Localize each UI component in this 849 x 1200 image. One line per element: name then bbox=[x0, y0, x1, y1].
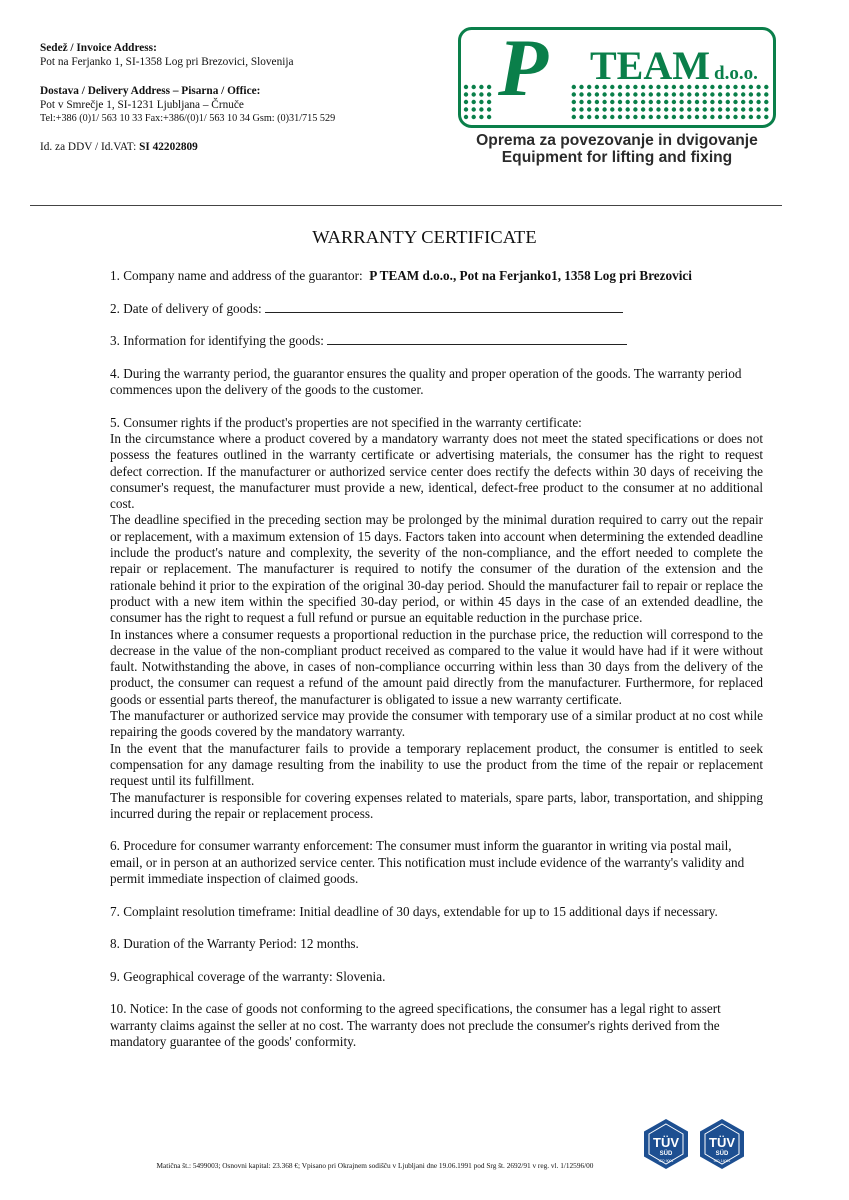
logo-dot bbox=[733, 100, 737, 104]
logo-dot bbox=[749, 100, 753, 104]
logo-dot bbox=[464, 100, 468, 104]
logo-dot bbox=[718, 92, 722, 96]
logo-dot bbox=[633, 100, 637, 104]
section-1-value: P TEAM d.o.o., Pot na Ferjanko1, 1358 Log pri Brezovici bbox=[369, 268, 692, 283]
logo-dot bbox=[749, 107, 753, 111]
section-5-paragraph: In instances where a consumer requests a proportional reduction in the purchase price, the reduction will correspond to the decrease in the value of the non-compliant product received as compared to the value it would have had if it were without fault. Notwithstanding the above, in cases of non-compliance occurring within less than 30 days from the delivery of the product, the consumer can request a refund of the amount paid directly from the manufacturer. Furthermore, for replaced goods or essential parts thereof, the manufacturer is obligated to issue a new warranty certificate. bbox=[110, 626, 763, 707]
logo-dot bbox=[610, 92, 614, 96]
delivery-address-label: Dostava / Delivery Address – Pisarna / Office: bbox=[40, 84, 261, 97]
goods-identification-blank bbox=[327, 333, 627, 345]
logo-dot bbox=[741, 107, 745, 111]
logo-name bbox=[590, 43, 758, 88]
logo-dot bbox=[656, 115, 660, 119]
logo-dot bbox=[695, 107, 699, 111]
logo-dot bbox=[710, 100, 714, 104]
logo-dot bbox=[572, 85, 576, 89]
logo-dot bbox=[672, 100, 676, 104]
logo-dot bbox=[479, 92, 483, 96]
vat-line bbox=[40, 140, 440, 154]
logo-dot bbox=[664, 92, 668, 96]
logo-dot bbox=[649, 115, 653, 119]
logo-dot bbox=[649, 100, 653, 104]
logo-dot bbox=[695, 100, 699, 104]
badge-mark: TÜV bbox=[653, 1135, 679, 1150]
logo-dot bbox=[741, 85, 745, 89]
logo-dot bbox=[472, 107, 476, 111]
logo-dot bbox=[641, 100, 645, 104]
logo-dot bbox=[602, 92, 606, 96]
logo-dot bbox=[587, 92, 591, 96]
logo-dot bbox=[595, 115, 599, 119]
logo-dot bbox=[695, 115, 699, 119]
logo-graphic bbox=[458, 27, 776, 132]
logo-dot bbox=[679, 107, 683, 111]
section-3 bbox=[110, 333, 763, 349]
logo-dot bbox=[703, 115, 707, 119]
section-5-paragraph: The manufacturer or authorized service may provide the consumer with temporary use of a similar product at no cost while repairing the goods covered by the mandatory warranty. bbox=[110, 708, 763, 740]
logo-dot bbox=[703, 107, 707, 111]
delivery-date-blank bbox=[265, 301, 623, 313]
invoice-address: Pot na Ferjanko 1, SI-1358 Log pri Brezovici, Slovenija bbox=[40, 56, 294, 69]
logo-dot bbox=[479, 85, 483, 89]
registration-footer: Matična št.: 5499003; Osnovni kapital: 23.368 €; Vpisano pri Okrajnem sodišču v Ljubljani dne 19.06.1991 pod Srg št. 2692/91 v reg. vl. 1/12596/00 bbox=[156, 1161, 594, 1170]
logo-dot bbox=[595, 92, 599, 96]
logo-dot bbox=[695, 92, 699, 96]
logo-dot bbox=[572, 92, 576, 96]
section-2 bbox=[110, 301, 763, 317]
tuv-iso9001-badge-icon bbox=[640, 1118, 692, 1170]
logo-dot bbox=[756, 92, 760, 96]
logo-dot bbox=[733, 85, 737, 89]
logo-dot bbox=[572, 100, 576, 104]
logo-dot bbox=[687, 92, 691, 96]
logo-dot bbox=[664, 115, 668, 119]
logo-dot bbox=[472, 85, 476, 89]
logo-dot bbox=[672, 115, 676, 119]
badge-code: ISO 9001 bbox=[658, 1159, 674, 1163]
logo-dot bbox=[749, 92, 753, 96]
logo-dot bbox=[649, 107, 653, 111]
logo-dot bbox=[726, 85, 730, 89]
logo-dot bbox=[764, 92, 768, 96]
logo-dot bbox=[579, 85, 583, 89]
section-8: 8. Duration of the Warranty Period: 12 months. bbox=[110, 936, 359, 952]
logo-dot bbox=[718, 85, 722, 89]
logo-dot bbox=[741, 115, 745, 119]
certificate-body bbox=[110, 268, 763, 1067]
logo-dot bbox=[756, 107, 760, 111]
logo-dot bbox=[733, 115, 737, 119]
logo-dot bbox=[479, 115, 483, 119]
tuv-iso14001-badge-icon bbox=[696, 1118, 748, 1170]
logo-dot bbox=[618, 92, 622, 96]
section-10: 10. Notice: In the case of goods not conforming to the agreed specifications, the consumer has a legal right to assert warranty claims against the seller at no cost. The warranty does not preclude the consumer's rights derived from the mandatory guarantee of the goods' conformity. bbox=[110, 1001, 721, 1049]
delivery-address: Pot v Smrečje 1, SI-1231 Ljubljana – Črnuče bbox=[40, 98, 244, 111]
logo-dot bbox=[649, 92, 653, 96]
logo-dot bbox=[479, 100, 483, 104]
logo-dot bbox=[733, 92, 737, 96]
logo-dot bbox=[618, 107, 622, 111]
logo-dot bbox=[587, 100, 591, 104]
section-4: 4. During the warranty period, the guarantor ensures the quality and proper operation of the goods. The warranty period commences upon the delivery of the goods to the customer. bbox=[110, 365, 742, 398]
logo-dot bbox=[687, 115, 691, 119]
logo-dot bbox=[602, 115, 606, 119]
logo-dot bbox=[656, 107, 660, 111]
badge-sub: SÜD bbox=[659, 1151, 673, 1157]
logo-dot bbox=[756, 85, 760, 89]
logo-dot bbox=[595, 107, 599, 111]
section-6: 6. Procedure for consumer warranty enforcement: The consumer must inform the guarantor in writing via postal mail, email, or in person at an authorized service center. This notification must include evidence of the warranty's validity and permit immediate inspection of claimed goods. bbox=[110, 838, 745, 886]
section-5 bbox=[110, 415, 763, 822]
logo-dot bbox=[718, 100, 722, 104]
logo-tagline-en: Equipment for lifting and fixing bbox=[501, 149, 733, 166]
badge-mark: TÜV bbox=[709, 1135, 735, 1150]
logo-dot bbox=[703, 100, 707, 104]
section-9: 9. Geographical coverage of the warranty: Slovenia. bbox=[110, 968, 386, 984]
logo-dot bbox=[679, 115, 683, 119]
logo-dot bbox=[572, 107, 576, 111]
logo-dot bbox=[487, 92, 491, 96]
section-5-paragraph: In the circumstance where a product covered by a mandatory warranty does not meet the stated specifications or does not possess the features outlined in the warranty certificate or advertising materials, the consumer has the right to request defect correction. If the manufacturer or authorized service center does rectify the defects within 30 days of receiving the consumer's request, the manufacturer must provide a new, identical, defect-free product to the consumer at no additional cost. bbox=[110, 430, 763, 512]
logo-dot bbox=[726, 100, 730, 104]
vat-value: SI 42202809 bbox=[139, 141, 198, 154]
logo-dot bbox=[610, 100, 614, 104]
logo-dot bbox=[464, 115, 468, 119]
logo-dot bbox=[579, 92, 583, 96]
logo-dot bbox=[579, 107, 583, 111]
logo-dot bbox=[764, 100, 768, 104]
logo-dot bbox=[741, 92, 745, 96]
vat-label: Id. za DDV / Id.VAT: bbox=[40, 141, 137, 154]
logo-dot bbox=[710, 92, 714, 96]
section-5-heading: 5. Consumer rights if the product's properties are not specified in the warranty certificate: bbox=[110, 414, 582, 430]
logo-dot bbox=[487, 85, 491, 89]
logo-dot bbox=[687, 107, 691, 111]
logo-dot bbox=[710, 85, 714, 89]
logo-dot bbox=[610, 115, 614, 119]
logo-dot bbox=[464, 107, 468, 111]
logo-dot bbox=[626, 92, 630, 96]
logo-dot bbox=[487, 115, 491, 119]
logo-dot bbox=[764, 85, 768, 89]
company-address-block bbox=[40, 41, 440, 155]
logo-dot bbox=[718, 115, 722, 119]
logo-dot bbox=[587, 107, 591, 111]
logo-name-suffix: d.o.o. bbox=[714, 63, 758, 84]
logo-dot bbox=[572, 115, 576, 119]
invoice-address-label: Sedež / Invoice Address: bbox=[40, 42, 157, 54]
section-3-label: 3. Information for identifying the goods: bbox=[110, 333, 324, 349]
badge-sub: SÜD bbox=[715, 1151, 729, 1157]
logo-dot bbox=[579, 100, 583, 104]
logo-tagline-sl: Oprema za povezovanje in dvigovanje bbox=[476, 132, 758, 149]
logo-dot bbox=[656, 100, 660, 104]
logo-dot bbox=[618, 100, 622, 104]
logo-dot bbox=[626, 115, 630, 119]
section-5-paragraph: In the event that the manufacturer fails to provide a temporary replacement product, the consumer is entitled to seek compensation for any damage resulting from the inability to use the product from the time of the repair or replacement request until its fulfillment. bbox=[110, 740, 763, 789]
logo-dot bbox=[487, 100, 491, 104]
logo-letter-p: P bbox=[498, 27, 549, 113]
section-7: 7. Complaint resolution timeframe: Initial deadline of 30 days, extendable for up to 15 additional days if necessary. bbox=[110, 903, 718, 919]
badge-code: ISO 14001 bbox=[713, 1159, 731, 1163]
logo-dot bbox=[579, 115, 583, 119]
logo-dot bbox=[756, 115, 760, 119]
header-divider bbox=[30, 205, 782, 206]
section-5-paragraph: The deadline specified in the preceding section may be prolonged by the minimal duration required to carry out the repair or replacement, with a maximum extension of 15 days. Factors taken into account when determining the extended deadline include the product's nature and complexity, the severity of the non-compliance, and the effort needed to complete the repair or replacement. The manufacturer is required to notify the consumer of the duration of the extension and the rationale behind it prior to the expiration of the original 30-day period. Should the manufacturer fail to repair or replace the product with a new item within the specified 30-day period, or within 45 days in the case of an extended deadline, the consumer has the right to request a full refund or pursue an equitable reduction in the purchase price. bbox=[110, 512, 763, 626]
logo-dot bbox=[679, 100, 683, 104]
document-title: WARRANTY CERTIFICATE bbox=[312, 227, 537, 247]
logo-dot bbox=[587, 115, 591, 119]
section-2-label: 2. Date of delivery of goods: bbox=[110, 300, 262, 316]
logo-dot bbox=[749, 115, 753, 119]
logo-dot bbox=[664, 100, 668, 104]
contact-phones: Tel:+386 (0)1/ 563 10 33 Fax:+386/(0)1/ 563 10 34 Gsm: (0)31/715 529 bbox=[40, 113, 336, 125]
logo-dot bbox=[703, 92, 707, 96]
logo-dot bbox=[726, 115, 730, 119]
logo-dot bbox=[672, 92, 676, 96]
logo-dot bbox=[602, 100, 606, 104]
logo-dot bbox=[626, 100, 630, 104]
logo-dot bbox=[726, 92, 730, 96]
logo-dot bbox=[756, 100, 760, 104]
logo-dot bbox=[687, 100, 691, 104]
logo-dot bbox=[472, 115, 476, 119]
logo-dot bbox=[749, 85, 753, 89]
logo-dot bbox=[610, 107, 614, 111]
logo-dot bbox=[764, 107, 768, 111]
logo-dot bbox=[710, 115, 714, 119]
logo-dot bbox=[718, 107, 722, 111]
logo-dot bbox=[679, 92, 683, 96]
logo-dot bbox=[633, 107, 637, 111]
logo-dot bbox=[710, 107, 714, 111]
logo-dot bbox=[633, 115, 637, 119]
logo-dot bbox=[464, 92, 468, 96]
section-1-label: 1. Company name and address of the guarantor: bbox=[110, 268, 363, 283]
logo-dot bbox=[664, 107, 668, 111]
logo-dot bbox=[672, 107, 676, 111]
logo-dot bbox=[472, 100, 476, 104]
logo-dot bbox=[733, 107, 737, 111]
logo-dot bbox=[641, 92, 645, 96]
logo-dot bbox=[479, 107, 483, 111]
company-logo bbox=[458, 27, 776, 172]
logo-dot bbox=[595, 100, 599, 104]
logo-dot bbox=[626, 107, 630, 111]
logo-dot bbox=[656, 92, 660, 96]
section-1 bbox=[110, 268, 763, 284]
section-5-paragraph: The manufacturer is responsible for covering expenses related to materials, spare parts, labor, transportation, and shipping incurred during the repair or replacement process. bbox=[110, 789, 763, 821]
logo-dot bbox=[464, 85, 468, 89]
logo-dot bbox=[741, 100, 745, 104]
logo-dot bbox=[726, 107, 730, 111]
logo-dot bbox=[618, 115, 622, 119]
logo-dot bbox=[641, 115, 645, 119]
logo-dot bbox=[641, 107, 645, 111]
logo-dot bbox=[764, 115, 768, 119]
logo-dot bbox=[633, 92, 637, 96]
logo-name-main: TEAM bbox=[590, 43, 710, 88]
logo-dot bbox=[487, 107, 491, 111]
logo-dot bbox=[602, 107, 606, 111]
logo-dot bbox=[472, 92, 476, 96]
